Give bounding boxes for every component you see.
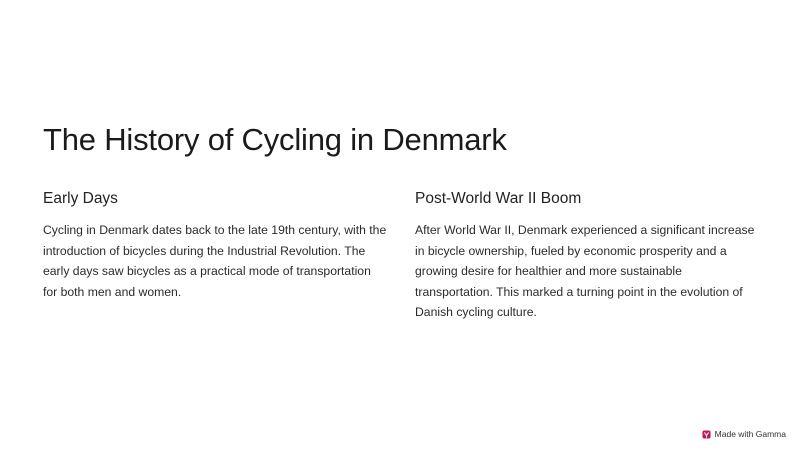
gamma-logo-icon xyxy=(702,430,711,439)
badge-label: Made with Gamma xyxy=(714,429,786,439)
section-early-days xyxy=(43,188,388,302)
made-with-gamma-badge[interactable] xyxy=(698,427,790,441)
section-heading: Post-World War II Boom xyxy=(415,190,582,207)
section-post-war-boom xyxy=(415,188,760,323)
section-body: After World War II, Denmark experienced a significant increase in bicycle ownership, fueled by economic prosperity and a growing desire for healthier and more sustainable transportation. This marked a turning point in the evolution of Danish cycling culture. xyxy=(415,223,755,319)
section-body: Cycling in Denmark dates back to the late 19th century, with the introduction of bicycles during the Industrial Revolution. The early days saw bicycles as a practical mode of transportation for both men and women. xyxy=(43,223,387,299)
slide-title: The History of Cycling in Denmark xyxy=(43,122,507,157)
section-heading: Early Days xyxy=(43,190,118,207)
